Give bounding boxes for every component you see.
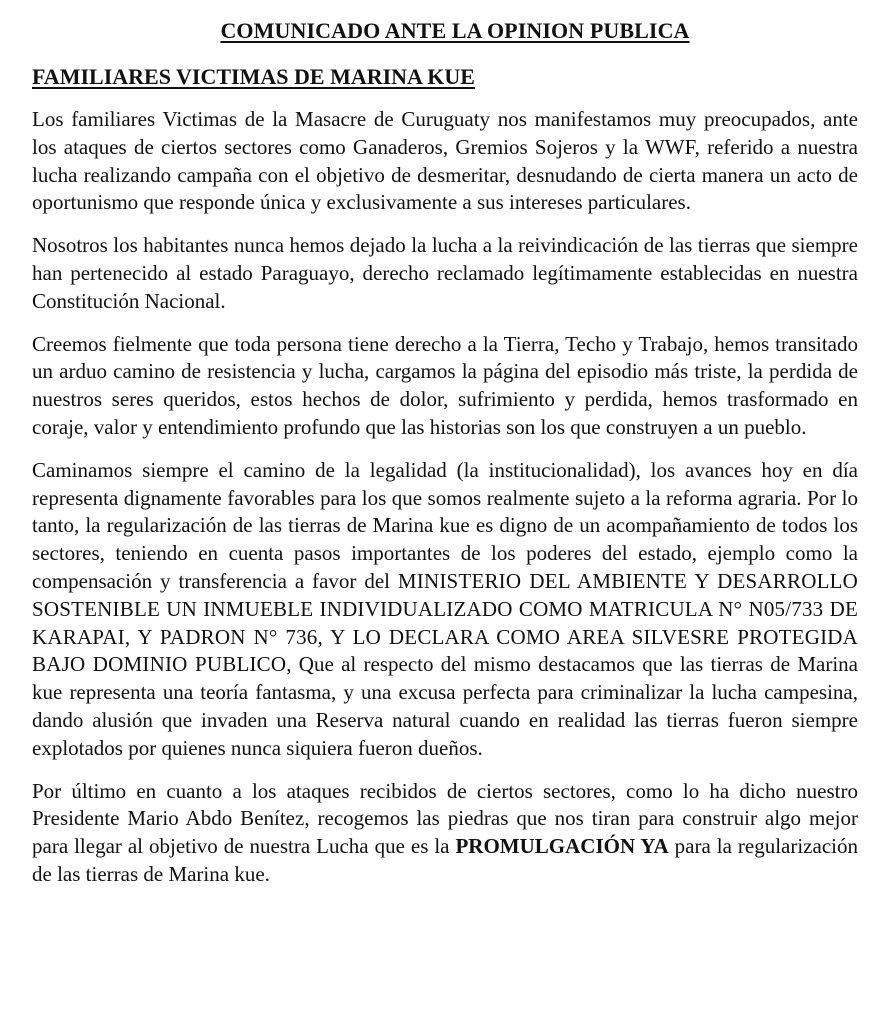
paragraph-2: Nosotros los habitantes nunca hemos dejado la lucha a la reivindicación de las tierras que siempre han pertenecido al estado Paraguayo, derecho reclamado legítimamente establecidas en nuestra Constitución Nacional. [32, 233, 858, 313]
paragraph-4-caps-text: MINISTERIO DEL AMBIENTE Y DESARROLLO SOSTENIBLE UN INMUEBLE INDIVIDUALIZADO COMO MATRICULA N° N05/733 DE KARAPAI, Y PADRON N° 736, Y LO DECLARA COMO AREA SILVESRE PROTEGIDA BAJO DOMINIO PUBLICO [32, 568, 858, 677]
paragraph-5-text-end: para la regularización de las tierras de Marina kue. [32, 834, 858, 886]
paragraph-5-bold-text: PROMULGACIÓN YA [455, 834, 669, 859]
document-title: COMUNICADO ANTE LA OPINION PUBLICA [220, 18, 690, 43]
paragraph-4-text-start: Caminamos siempre el camino de la legalidad (la institucionalidad), los avances hoy en día representa dignamente favorables para los que somos realmente sujeto a la reforma agraria. Por lo tanto, la regularización de las tierras de Marina kue es digno de un acompañamiento de todos los sectores, teniendo en cuenta pasos importantes de los poderes del estado, ejemplo como la compensación y transferencia a favor del [32, 457, 858, 593]
paragraph-5-text-start: Por último en cuanto a los ataques recibidos de ciertos sectores, como lo ha dicho nuestro Presidente Mario Abdo Benítez, recogemos las piedras que nos tiran para construir algo mejor para llegar al objetivo de nuestra Lucha que es la [32, 778, 858, 859]
paragraph-4-text-end: , Que al respecto del mismo destacamos que las tierras de Marina kue representa una teoría fantasma, y una excusa perfecta para criminalizar la lucha campesina, dando alusión que invaden una Reserva natural cuando en realidad las tierras fueron siempre explotados por quienes nunca siquiera fueron dueños. [32, 652, 859, 760]
paragraph-1: Los familiares Victimas de la Masacre de Curuguaty nos manifestamos muy preocupados, ante los ataques de ciertos sectores como Ganaderos, Gremios Sojeros y la WWF, referido a nuestra lucha realizando campaña con el objetivo de desmeritar, desnudando de cierta manera un acto de oportunismo que responde única y exclusivamente a sus intereses particulares. [32, 107, 858, 215]
paragraph-3: Creemos fielmente que toda persona tiene derecho a la Tierra, Techo y Trabajo, hemos transitado un arduo camino de resistencia y lucha, cargamos la página del episodio más triste, la perdida de nuestros seres queridos, estos hechos de dolor, sufrimiento y perdida, hemos trasformado en coraje, valor y entendimiento profundo que las historias son los que construyen a un pueblo. [32, 331, 858, 439]
paragraph-5 [32, 778, 858, 889]
document-subtitle: FAMILIARES VICTIMAS DE MARINA KUE [32, 64, 475, 89]
paragraph-4 [32, 457, 858, 763]
